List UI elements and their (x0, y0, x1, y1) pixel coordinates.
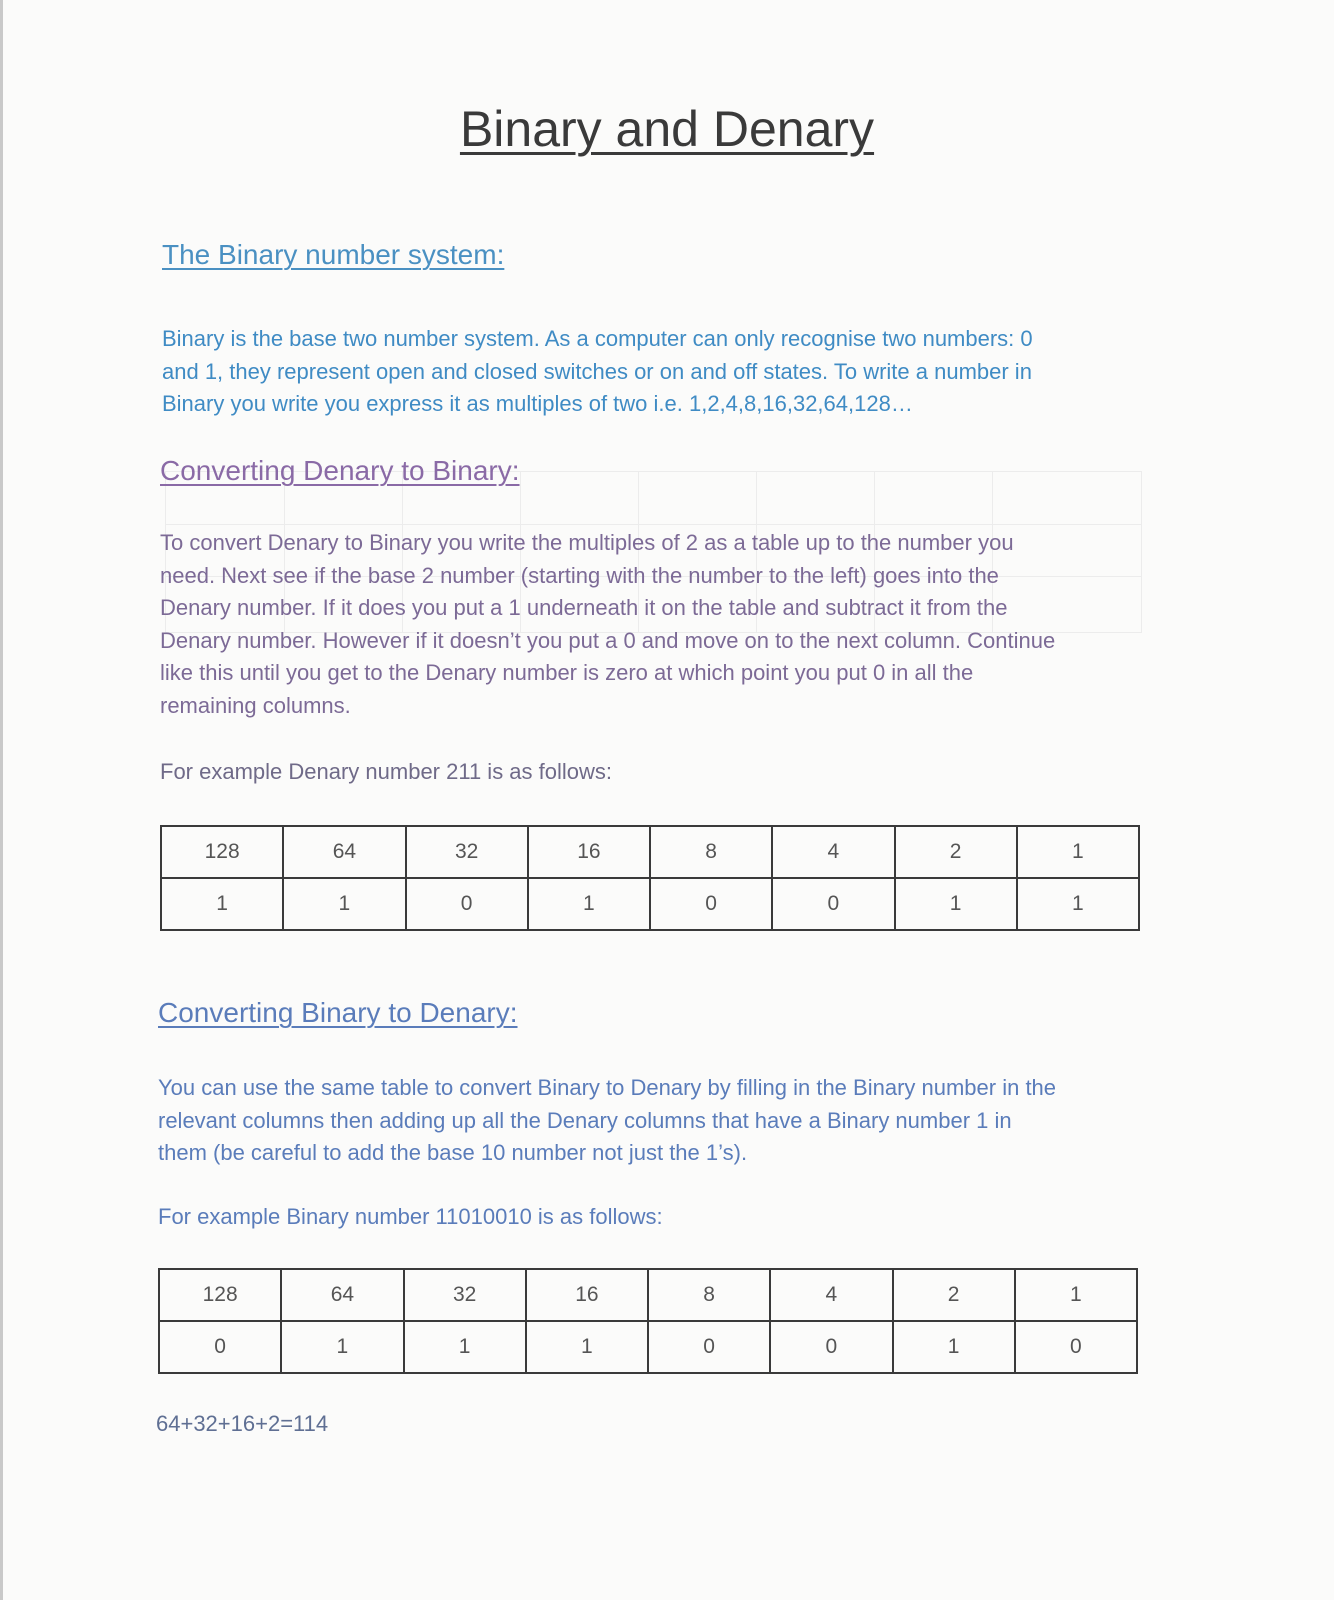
binary-system-heading: The Binary number system: (162, 239, 505, 270)
bit-cell: 1 (404, 1321, 526, 1373)
place-value-cell: 128 (159, 1269, 281, 1321)
paragraph-line: them (be careful to add the base 10 number not just the 1’s). (158, 1140, 748, 1165)
page-title: Binary and Denary (459, 101, 875, 157)
place-value-cell: 32 (404, 1269, 526, 1321)
paragraph-line: need. Next see if the base 2 number (starting with the number to the left) goes into the (160, 562, 999, 588)
binary-to-denary-heading: Converting Binary to Denary: (158, 997, 518, 1028)
bit-cell: 0 (772, 878, 894, 930)
paragraph-line: Binary you write you express it as multiples of two i.e. 1,2,4,8,16,32,64,128… (162, 391, 913, 416)
bit-cell: 1 (526, 1321, 648, 1373)
place-value-cell: 4 (772, 826, 894, 878)
bit-cell: 0 (406, 878, 528, 930)
place-value-cell: 64 (283, 826, 405, 878)
paragraph-line: Denary number. However if it doesn’t you put a 0 and move on to the next column. Continue (160, 627, 1056, 653)
binary-11010010-table (158, 1268, 1138, 1374)
denary-to-binary-heading: Converting Denary to Binary: (160, 455, 520, 486)
binary-example-caption: For example Binary number 11010010 is as follows: (158, 1204, 663, 1229)
place-value-cell: 32 (406, 826, 528, 878)
paragraph-line: You can use the same table to convert Binary to Denary by filling in the Binary number in the (158, 1075, 1057, 1100)
place-value-row (159, 1269, 1137, 1321)
place-value-cell: 1 (1015, 1269, 1137, 1321)
place-value-cell: 128 (161, 826, 283, 878)
binary-system-paragraph (162, 323, 1162, 421)
place-value-cell: 16 (528, 826, 650, 878)
paragraph-line: remaining columns. (160, 692, 351, 718)
bit-cell: 1 (283, 878, 405, 930)
bit-row (161, 878, 1139, 930)
place-value-cell: 4 (770, 1269, 892, 1321)
paragraph-line: Denary number. If it does you put a 1 underneath it on the table and subtract it from the (160, 595, 1008, 620)
bit-cell: 0 (770, 1321, 892, 1373)
place-value-cell: 8 (650, 826, 772, 878)
bit-row (159, 1321, 1137, 1373)
bit-cell: 1 (893, 1321, 1015, 1373)
bit-cell: 1 (1017, 878, 1139, 930)
denary-211-table (160, 825, 1140, 931)
bit-cell: 0 (650, 878, 772, 930)
bit-cell: 0 (159, 1321, 281, 1373)
denary-example-caption: For example Denary number 211 is as follows: (160, 759, 613, 784)
paragraph-line: and 1, they represent open and closed switches or on and off states. To write a number in (162, 358, 1032, 384)
bit-cell: 1 (161, 878, 283, 930)
denary-to-binary-paragraph (160, 527, 1160, 722)
place-value-cell: 16 (526, 1269, 648, 1321)
place-value-cell: 8 (648, 1269, 770, 1321)
bit-cell: 1 (281, 1321, 403, 1373)
paragraph-line: like this until you get to the Denary number is zero at which point you put 0 in all the (160, 660, 974, 685)
place-value-cell: 64 (281, 1269, 403, 1321)
bit-cell: 0 (1015, 1321, 1137, 1373)
scan-edge (0, 0, 3, 1600)
paragraph-line: relevant columns then adding up all the Denary columns that have a Binary number 1 in (158, 1107, 1012, 1133)
place-value-cell: 2 (893, 1269, 1015, 1321)
place-value-cell: 1 (1017, 826, 1139, 878)
sum-calculation: 64+32+16+2=114 (156, 1411, 329, 1436)
place-value-row (161, 826, 1139, 878)
bit-cell: 1 (895, 878, 1017, 930)
bit-cell: 1 (528, 878, 650, 930)
place-value-cell: 2 (895, 826, 1017, 878)
binary-to-denary-paragraph (158, 1072, 1158, 1170)
paragraph-line: Binary is the base two number system. As a computer can only recognise two numbers: 0 (162, 326, 1033, 351)
paragraph-line: To convert Denary to Binary you write the multiples of 2 as a table up to the number you (160, 530, 1014, 555)
bit-cell: 0 (648, 1321, 770, 1373)
